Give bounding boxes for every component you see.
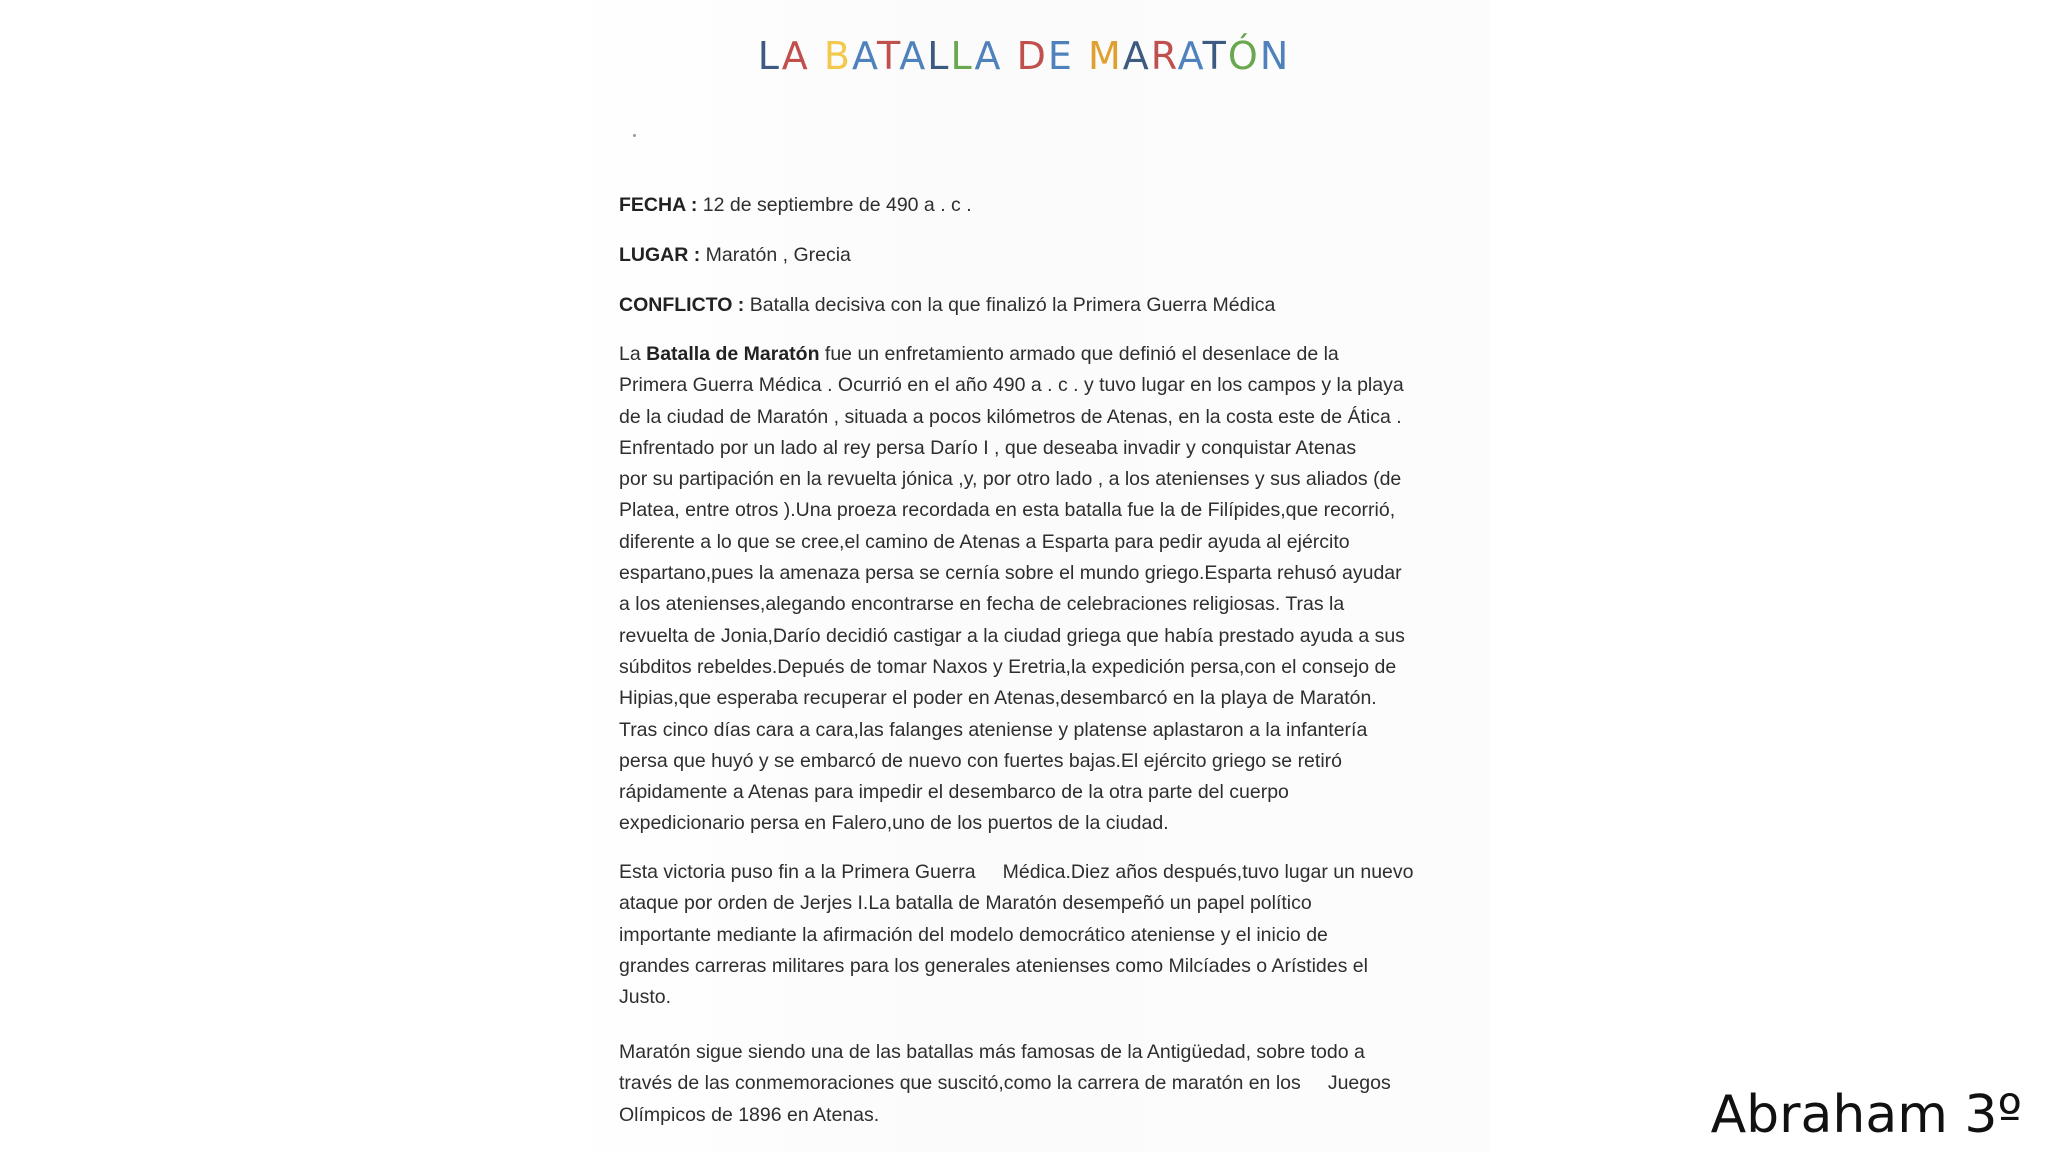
fecha-label: FECHA : [619,194,698,216]
author-label: Abraham 3º [1710,1085,2022,1145]
title-letter: A [851,34,877,78]
title-letter: A [1122,34,1151,78]
conflicto-label: CONFLICTO : [619,294,745,316]
bold-term: Batalla de Maratón [646,343,820,365]
title-letter: T [1202,34,1228,78]
paragraph-line: través de las conmemoraciones que suscitó,como la carrera de maratón en los Juegos [619,1072,1391,1095]
title-letter: L [950,34,975,78]
paragraph-line: Hipias,que esperaba recuperar el poder en Atenas,desembarcó en la playa de Maratón. [619,687,1377,710]
paragraph-line: expedicionario persa en Falero,uno de los puertos de la ciudad. [619,812,1169,835]
title-letter: A [781,34,810,78]
title-letter: T [877,34,900,78]
title-letter: L [757,34,782,78]
paragraph-line: Platea, entre otros ).Una proeza recordada en esta batalla fue la de Filípides,que recorrió, [619,499,1396,522]
title-letter: A [1177,34,1203,78]
title-letter: R [1150,34,1178,78]
fecha-field [619,194,972,217]
paragraph-line: de la ciudad de Maratón , situada a pocos kilómetros de Atenas, en la costa este de Ática . [619,405,1402,428]
paragraph-line: Enfrentado por un lado al rey persa Darío I , que deseaba invadir y conquistar Atenas [619,436,1357,459]
paragraph-line: a los atenienses,alegando encontrarse en fecha de celebraciones religiosas. Tras la [619,593,1345,616]
title-letter [810,34,824,78]
conflicto-field [619,294,1275,317]
paragraph-line: Maratón sigue siendo una de las batallas más famosas de la Antigüedad, sobre todo a [619,1041,1365,1063]
paragraph-line [619,339,1405,370]
title-letter [1074,34,1088,78]
paragraph-2 [619,857,1414,1013]
title-letter: A [974,34,1003,78]
paragraph-line: revuelta de Jonia,Darío decidió castigar a la ciudad griega que había prestado ayuda a sus [619,624,1405,647]
lugar-value: Maratón , Grecia [700,244,851,266]
paragraph-line: Olímpicos de 1896 en Atenas. [619,1103,880,1126]
paragraph-3 [619,1037,1391,1131]
title-letter: D [1016,34,1048,78]
title-letter: L [927,34,951,78]
title-letter: Ó [1227,34,1260,78]
conflicto-value: Batalla decisiva con la que finalizó la Primera Guerra Médica [744,294,1276,316]
title-letter: A [899,34,928,78]
title-letter: B [823,34,852,78]
paragraph-line: ataque por orden de Jerjes I.La batalla de Maratón desempeñó un papel político [619,892,1312,915]
paragraph-line: diferente a lo que se cree,el camino de Atenas a Esparta para pedir ayuda al ejército [619,530,1350,553]
lugar-label: LUGAR : [619,244,701,266]
paragraph-line: súbditos rebeldes.Depués de tomar Naxos y Eretria,la expedición persa,con el consejo de [619,655,1397,678]
paragraph-line: grandes carreras militares para los generales atenienses como Milcíades o Arístides el [619,954,1368,977]
paragraph-line: persa que huyó y se embarcó de nuevo con fuertes bajas.El ejército griego se retiró [619,749,1342,772]
paragraph-line: Justo. [619,986,672,1009]
title-letter: E [1047,34,1074,78]
document-title [0,34,2048,78]
paragraph-1 [619,339,1405,840]
paragraph-line: por su partipación en la revuelta jónica ,y, por otro lado , a los atenienses y sus aliados (de [619,468,1402,491]
title-letter [1002,34,1016,78]
paragraph-line: Primera Guerra Médica . Ocurrió en el año 490 a . c . y tuvo lugar en los campos y la playa [619,374,1404,397]
text-run: fue un enfretamiento armado que definió el desenlace de la [819,343,1339,365]
paragraph-line: Tras cinco días cara a cara,las falanges ateniense y platense aplastaron a la infantería [619,718,1368,741]
text-run: La [619,343,647,365]
scan-speck [633,134,636,137]
title-letter: N [1259,34,1291,78]
lugar-field [619,244,851,267]
paragraph-line: importante mediante la afirmación del modelo democrático ateniense y el inicio de [619,923,1328,946]
paragraph-line: espartano,pues la amenaza persa se cernía sobre el mundo griego.Esparta rehusó ayudar [619,562,1402,585]
paragraph-line: rápidamente a Atenas para impedir el desembarco de la otra parte del cuerpo [619,781,1289,804]
title-letter: M [1087,34,1123,78]
fecha-value: 12 de septiembre de 490 a . c . [697,194,972,216]
paragraph-line: Esta victoria puso fin a la Primera Guerra Médica.Diez años después,tuvo lugar un nuevo [619,861,1414,883]
